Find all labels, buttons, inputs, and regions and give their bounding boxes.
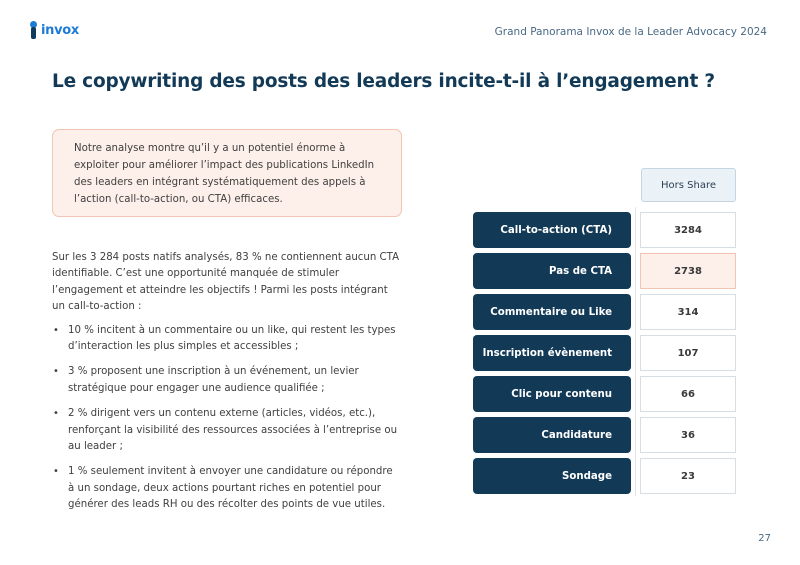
bullet-item — [52, 464, 402, 513]
logo-text: invox — [41, 22, 80, 38]
bullet-text: 1 % seulement invitent à envoyer une candidature ou répondre à un sondage, deux actions pourtant riches en potentiel pour générer des leads RH ou des récolter des points de vue utiles. — [68, 466, 393, 511]
page-number: 27 — [758, 533, 771, 544]
row-label-cta: Call-to-action (CTA) — [473, 212, 631, 248]
row-value-comment-like: 314 — [640, 294, 736, 330]
row-label-poll: Sondage — [473, 458, 631, 494]
row-label-application: Candidature — [473, 417, 631, 453]
row-label-no-cta: Pas de CTA — [473, 253, 631, 289]
row-value-poll: 23 — [640, 458, 736, 494]
bullet-item — [52, 323, 402, 356]
bullet-dot-icon: • — [53, 408, 59, 420]
intro-paragraph: Sur les 3 284 posts natifs analysés, 83 % ne contiennent aucun CTA identifiable. C’est une opportunité manquée de stimuler l’engagement et atteindre les objectifs ! Parmi les posts intégrant un call-to-action : — [52, 252, 400, 313]
row-value-application: 36 — [640, 417, 736, 453]
bullet-text: 3 % proposent une inscription à un événement, un levier stratégique pour engager une audience qualifiée ; — [68, 366, 359, 394]
table-column-header: Hors Share — [641, 168, 736, 202]
row-value-content-click: 66 — [640, 376, 736, 412]
callout-box — [52, 129, 402, 217]
row-value-cta: 3284 — [640, 212, 736, 248]
page-title: Le copywriting des posts des leaders incite-t-il à l’engagement ? — [52, 71, 715, 92]
bullet-text: 10 % incitent à un commentaire ou un like, qui restent les types d’interaction les plus simples et accessibles ; — [68, 324, 396, 353]
bullet-text: 2 % dirigent vers un contenu externe (articles, vidéos, etc.), renforçant la visibilité des ressources associées à l’entreprise ou au leader ; — [68, 408, 398, 453]
body-text — [52, 250, 402, 523]
bullet-dot-icon: • — [53, 324, 59, 336]
row-value-event-signup: 107 — [640, 335, 736, 371]
row-label-content-click: Clic pour contenu — [473, 376, 631, 412]
callout-text: Notre analyse montre qu’il y a un potentiel énorme à exploiter pour améliorer l’impact des publications LinkedIn des leaders en intégrant systématiquement des appels à l’action (call-to-action, ou CTA) efficaces. — [74, 143, 375, 205]
invox-logo — [29, 21, 79, 39]
bullet-item — [52, 364, 402, 397]
row-label-comment-like: Commentaire ou Like — [473, 294, 631, 330]
bullet-item — [52, 406, 402, 455]
row-value-no-cta: 2738 — [640, 253, 736, 289]
bullet-dot-icon: • — [53, 366, 59, 378]
bullet-list — [52, 323, 402, 514]
invox-logo-mark — [29, 21, 38, 39]
bullet-dot-icon: • — [53, 466, 59, 478]
row-label-event-signup: Inscription évènement — [473, 335, 631, 371]
report-header-title: Grand Panorama Invox de la Leader Advocacy 2024 — [494, 26, 767, 38]
